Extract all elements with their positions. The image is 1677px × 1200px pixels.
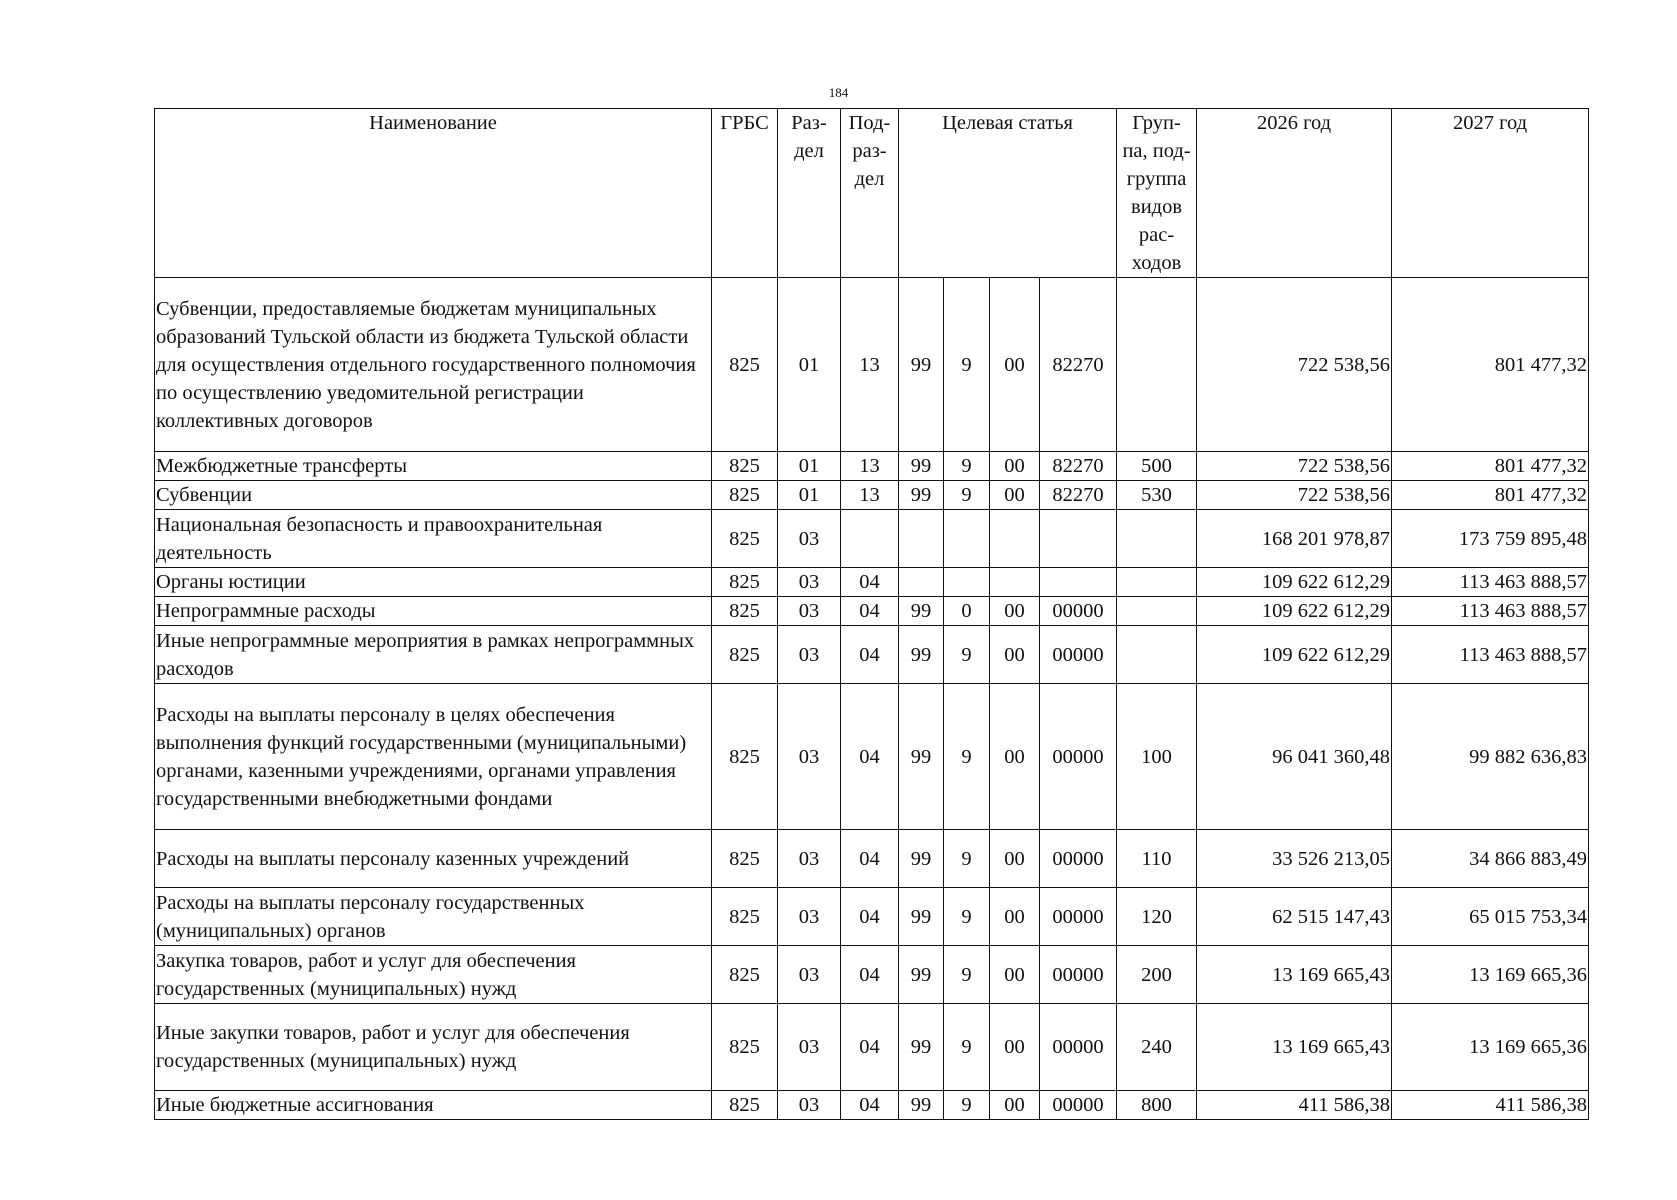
row-name: Иные бюджетные ассигнования	[155, 1091, 712, 1120]
row-target-code: 00000	[1040, 830, 1117, 888]
row-target-program	[899, 568, 944, 597]
header-podrazdel: Под- раз- дел	[841, 109, 899, 278]
row-grbs: 825	[712, 888, 778, 946]
row-expense-group: 120	[1117, 888, 1197, 946]
row-amount-2027: 411 586,38	[1392, 1091, 1589, 1120]
row-razdel: 01	[778, 278, 841, 452]
row-target-program: 99	[899, 684, 944, 830]
header-row	[155, 109, 1589, 278]
header-grbs: ГРБС	[712, 109, 778, 278]
row-amount-2026: 109 622 612,29	[1197, 597, 1392, 626]
row-target-subprogram	[944, 568, 990, 597]
row-amount-2026: 13 169 665,43	[1197, 1004, 1392, 1091]
row-amount-2026: 62 515 147,43	[1197, 888, 1392, 946]
row-target-code: 82270	[1040, 481, 1117, 510]
row-grbs: 825	[712, 1004, 778, 1091]
row-podrazdel: 04	[841, 830, 899, 888]
row-target-subprogram: 9	[944, 684, 990, 830]
row-expense-group	[1117, 510, 1197, 568]
row-target-subprogram: 0	[944, 597, 990, 626]
row-podrazdel: 04	[841, 597, 899, 626]
row-target-subprogram: 9	[944, 481, 990, 510]
row-name: Непрограммные расходы	[155, 597, 712, 626]
row-razdel: 03	[778, 946, 841, 1004]
row-expense-group: 530	[1117, 481, 1197, 510]
row-razdel: 03	[778, 1004, 841, 1091]
row-amount-2027: 113 463 888,57	[1392, 568, 1589, 597]
row-target-subprogram: 9	[944, 946, 990, 1004]
row-target-subprogram	[944, 510, 990, 568]
row-target-subprogram: 9	[944, 626, 990, 684]
row-target-program: 99	[899, 481, 944, 510]
row-name: Закупка товаров, работ и услуг для обеспечения государственных (муниципальных) нужд	[155, 946, 712, 1004]
row-razdel: 03	[778, 568, 841, 597]
row-razdel: 03	[778, 597, 841, 626]
row-target-subprogram: 9	[944, 1004, 990, 1091]
table-row	[155, 684, 1589, 830]
header-name: Наименование	[155, 109, 712, 278]
row-target-direction: 00	[990, 946, 1040, 1004]
row-grbs: 825	[712, 1091, 778, 1120]
row-target-program: 99	[899, 888, 944, 946]
header-2026: 2026 год	[1197, 109, 1392, 278]
table-row	[155, 1004, 1589, 1091]
row-target-direction	[990, 568, 1040, 597]
row-name: Иные закупки товаров, работ и услуг для обеспечения государственных (муниципальных) нужд	[155, 1004, 712, 1091]
row-razdel: 03	[778, 830, 841, 888]
row-amount-2027: 801 477,32	[1392, 278, 1589, 452]
row-target-code: 00000	[1040, 946, 1117, 1004]
row-name: Межбюджетные трансферты	[155, 452, 712, 481]
row-expense-group	[1117, 597, 1197, 626]
row-amount-2026: 722 538,56	[1197, 481, 1392, 510]
row-grbs: 825	[712, 684, 778, 830]
row-expense-group: 110	[1117, 830, 1197, 888]
row-target-program	[899, 510, 944, 568]
row-target-direction: 00	[990, 684, 1040, 830]
row-target-code: 00000	[1040, 597, 1117, 626]
table-row	[155, 1091, 1589, 1120]
row-target-program: 99	[899, 946, 944, 1004]
header-razdel: Раз- дел	[778, 109, 841, 278]
table-row	[155, 946, 1589, 1004]
header-2027: 2027 год	[1392, 109, 1589, 278]
row-podrazdel: 13	[841, 481, 899, 510]
row-podrazdel: 13	[841, 452, 899, 481]
row-target-subprogram: 9	[944, 452, 990, 481]
row-expense-group	[1117, 568, 1197, 597]
row-target-code: 00000	[1040, 1091, 1117, 1120]
row-grbs: 825	[712, 626, 778, 684]
table-body	[155, 278, 1589, 1120]
row-razdel: 03	[778, 684, 841, 830]
row-amount-2026: 33 526 213,05	[1197, 830, 1392, 888]
row-razdel: 03	[778, 888, 841, 946]
row-target-program: 99	[899, 830, 944, 888]
row-razdel: 01	[778, 481, 841, 510]
table-row	[155, 278, 1589, 452]
row-target-program: 99	[899, 626, 944, 684]
page-number: 184	[828, 85, 849, 100]
row-razdel: 03	[778, 1091, 841, 1120]
table-row	[155, 830, 1589, 888]
row-target-code: 82270	[1040, 278, 1117, 452]
row-razdel: 01	[778, 452, 841, 481]
row-razdel: 03	[778, 626, 841, 684]
row-target-subprogram: 9	[944, 888, 990, 946]
row-target-code: 82270	[1040, 452, 1117, 481]
row-target-code: 00000	[1040, 1004, 1117, 1091]
row-target-subprogram: 9	[944, 830, 990, 888]
row-expense-group: 200	[1117, 946, 1197, 1004]
row-podrazdel: 04	[841, 946, 899, 1004]
row-amount-2026: 13 169 665,43	[1197, 946, 1392, 1004]
header-target-article: Целевая статья	[899, 109, 1117, 278]
row-name: Органы юстиции	[155, 568, 712, 597]
row-razdel: 03	[778, 510, 841, 568]
row-target-program: 99	[899, 1091, 944, 1120]
row-target-direction: 00	[990, 452, 1040, 481]
row-target-direction: 00	[990, 830, 1040, 888]
row-amount-2026: 722 538,56	[1197, 278, 1392, 452]
row-target-code: 00000	[1040, 684, 1117, 830]
row-name: Иные непрограммные мероприятия в рамках непрограммных расходов	[155, 626, 712, 684]
row-grbs: 825	[712, 510, 778, 568]
budget-table	[154, 108, 1589, 1120]
row-target-code	[1040, 510, 1117, 568]
row-expense-group: 100	[1117, 684, 1197, 830]
row-target-code: 00000	[1040, 626, 1117, 684]
row-target-direction: 00	[990, 597, 1040, 626]
row-podrazdel: 04	[841, 568, 899, 597]
row-grbs: 825	[712, 568, 778, 597]
row-amount-2027: 801 477,32	[1392, 452, 1589, 481]
row-amount-2027: 113 463 888,57	[1392, 597, 1589, 626]
row-target-code	[1040, 568, 1117, 597]
row-target-direction: 00	[990, 1091, 1040, 1120]
row-grbs: 825	[712, 830, 778, 888]
table-row	[155, 481, 1589, 510]
row-target-direction	[990, 510, 1040, 568]
row-amount-2026: 722 538,56	[1197, 452, 1392, 481]
row-name: Субвенции, предоставляемые бюджетам муниципальных образований Тульской области из бюджета Тульской области для осуществления отдельного государственного полномочия по осуществлению уведомительной регистрации коллективных договоров	[155, 278, 712, 452]
row-name: Субвенции	[155, 481, 712, 510]
row-target-program: 99	[899, 452, 944, 481]
table-row	[155, 568, 1589, 597]
row-amount-2027: 113 463 888,57	[1392, 626, 1589, 684]
row-name: Расходы на выплаты персоналу государственных (муниципальных) органов	[155, 888, 712, 946]
row-target-subprogram: 9	[944, 278, 990, 452]
row-name: Расходы на выплаты персоналу в целях обеспечения выполнения функций государственными (муниципальными) органами, казенными учреждениями, органами управления государственными внебюджетными фондами	[155, 684, 712, 830]
row-target-direction: 00	[990, 1004, 1040, 1091]
row-podrazdel: 04	[841, 1004, 899, 1091]
row-grbs: 825	[712, 597, 778, 626]
row-expense-group: 240	[1117, 1004, 1197, 1091]
row-expense-group: 800	[1117, 1091, 1197, 1120]
table-row	[155, 597, 1589, 626]
table-row	[155, 626, 1589, 684]
row-amount-2027: 13 169 665,36	[1392, 1004, 1589, 1091]
row-name: Расходы на выплаты персоналу казенных учреждений	[155, 830, 712, 888]
row-target-code: 00000	[1040, 888, 1117, 946]
row-expense-group	[1117, 626, 1197, 684]
row-amount-2026: 109 622 612,29	[1197, 568, 1392, 597]
row-podrazdel: 04	[841, 888, 899, 946]
row-grbs: 825	[712, 278, 778, 452]
row-amount-2026: 411 586,38	[1197, 1091, 1392, 1120]
row-target-direction: 00	[990, 888, 1040, 946]
row-amount-2027: 173 759 895,48	[1392, 510, 1589, 568]
row-grbs: 825	[712, 481, 778, 510]
row-amount-2027: 801 477,32	[1392, 481, 1589, 510]
table-row	[155, 510, 1589, 568]
row-podrazdel: 04	[841, 1091, 899, 1120]
row-target-direction: 00	[990, 626, 1040, 684]
row-expense-group: 500	[1117, 452, 1197, 481]
row-amount-2026: 168 201 978,87	[1197, 510, 1392, 568]
row-target-program: 99	[899, 597, 944, 626]
row-grbs: 825	[712, 452, 778, 481]
row-target-program: 99	[899, 278, 944, 452]
table-row	[155, 888, 1589, 946]
row-target-direction: 00	[990, 278, 1040, 452]
row-podrazdel: 04	[841, 626, 899, 684]
row-expense-group	[1117, 278, 1197, 452]
row-podrazdel: 04	[841, 684, 899, 830]
row-amount-2027: 34 866 883,49	[1392, 830, 1589, 888]
row-amount-2027: 99 882 636,83	[1392, 684, 1589, 830]
row-name: Национальная безопасность и правоохранительная деятельность	[155, 510, 712, 568]
row-target-subprogram: 9	[944, 1091, 990, 1120]
row-amount-2027: 65 015 753,34	[1392, 888, 1589, 946]
table-row	[155, 452, 1589, 481]
row-amount-2027: 13 169 665,36	[1392, 946, 1589, 1004]
header-expense-group: Груп- па, под- группа видов рас- ходов	[1117, 109, 1197, 278]
row-amount-2026: 109 622 612,29	[1197, 626, 1392, 684]
row-grbs: 825	[712, 946, 778, 1004]
row-target-program: 99	[899, 1004, 944, 1091]
row-amount-2026: 96 041 360,48	[1197, 684, 1392, 830]
row-target-direction: 00	[990, 481, 1040, 510]
row-podrazdel	[841, 510, 899, 568]
row-podrazdel: 13	[841, 278, 899, 452]
